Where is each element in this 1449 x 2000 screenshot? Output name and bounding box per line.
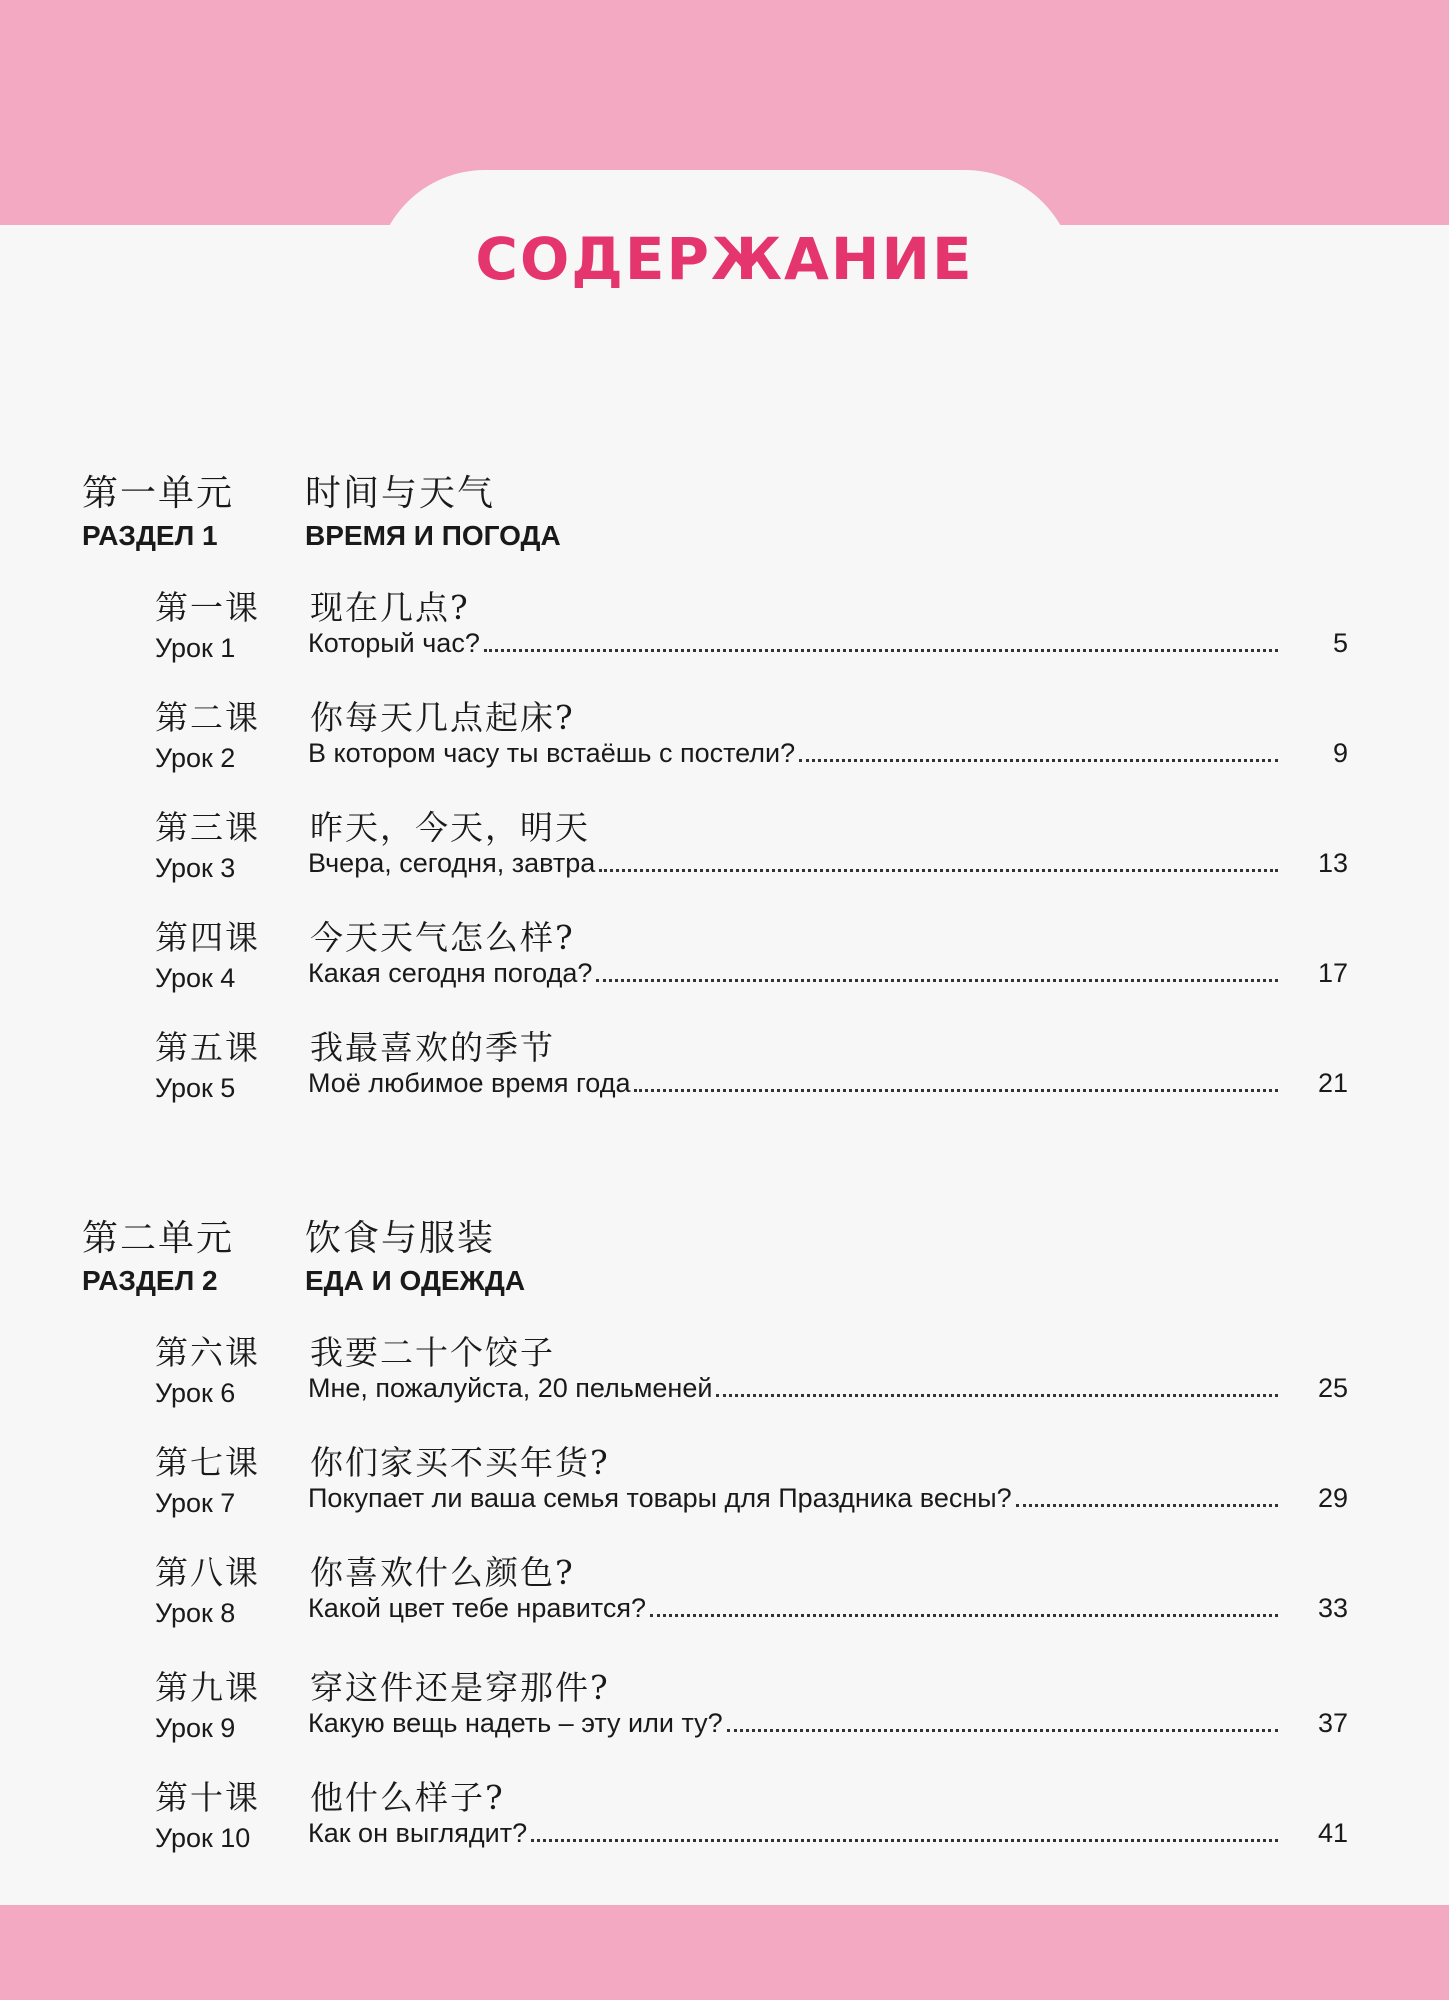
dot-leader [599, 869, 1278, 872]
lesson-7-cn-number: 第七课 [155, 1443, 260, 1482]
unit-2-cn-number: 第二单元 [82, 1218, 235, 1259]
toc-entry-lesson-2[interactable] [308, 738, 1348, 774]
toc-entry-lesson-1[interactable] [308, 628, 1348, 664]
lesson-9-ru-number: Урок 9 [155, 1713, 236, 1743]
lesson-9-page: 37 [1317, 1708, 1348, 1738]
toc-entry-lesson-10[interactable] [308, 1818, 1348, 1854]
lesson-1-ru-title: Который час? [308, 628, 480, 658]
lesson-9-ru-title: Какую вещь надеть – эту или ту? [308, 1708, 723, 1738]
lesson-7-ru-title: Покупает ли ваша семья товары для Праздника весны? [308, 1483, 1012, 1513]
unit-2-ru-title: ЕДА И ОДЕЖДА [305, 1265, 526, 1296]
toc-entry-lesson-9[interactable] [308, 1708, 1348, 1744]
lesson-8-cn-number: 第八课 [155, 1553, 260, 1592]
toc-entry-lesson-4[interactable] [308, 958, 1348, 994]
lesson-6-ru-number: Урок 6 [155, 1378, 236, 1408]
dot-leader [596, 979, 1278, 982]
toc-entry-lesson-8[interactable] [308, 1593, 1348, 1629]
lesson-10-cn-number: 第十课 [155, 1778, 260, 1817]
lesson-7-cn-title: 你们家买不买年货? [310, 1443, 610, 1482]
lesson-9-cn-number: 第九课 [155, 1668, 260, 1707]
lesson-2-cn-title: 你每天几点起床? [310, 698, 575, 737]
lesson-4-page: 17 [1317, 958, 1348, 988]
dot-leader [1016, 1504, 1278, 1507]
lesson-3-page: 13 [1317, 848, 1348, 878]
toc-entry-lesson-5[interactable] [308, 1068, 1348, 1104]
toc-entry-lesson-3[interactable] [308, 848, 1348, 884]
dot-leader [650, 1614, 1278, 1617]
lesson-2-ru-number: Урок 2 [155, 743, 236, 773]
unit-1-cn-title: 时间与天气 [305, 473, 496, 514]
lesson-10-page: 41 [1317, 1818, 1348, 1848]
lesson-3-ru-title: Вчера, сегодня, завтра [308, 848, 596, 878]
lesson-3-cn-title: 昨天，今天，明天 [310, 808, 590, 847]
lesson-2-page: 9 [1332, 738, 1348, 768]
unit-1-ru-number: РАЗДЕЛ 1 [82, 520, 218, 551]
lesson-3-cn-number: 第三课 [155, 808, 260, 847]
lesson-5-page: 21 [1317, 1068, 1348, 1098]
dot-leader [727, 1729, 1278, 1732]
lesson-9-cn-title: 穿这件还是穿那件? [310, 1668, 610, 1707]
lesson-1-page: 5 [1332, 628, 1348, 658]
lesson-5-cn-number: 第五课 [155, 1028, 260, 1067]
lesson-1-ru-number: Урок 1 [155, 633, 236, 663]
unit-1-ru-title: ВРЕМЯ И ПОГОДА [305, 520, 561, 551]
lesson-6-cn-number: 第六课 [155, 1333, 260, 1372]
dot-leader [484, 649, 1278, 652]
dot-leader [716, 1394, 1278, 1397]
lesson-5-ru-number: Урок 5 [155, 1073, 236, 1103]
unit-2-cn-title: 饮食与服装 [305, 1218, 496, 1259]
lesson-4-cn-title: 今天天气怎么样? [310, 918, 575, 957]
lesson-8-page: 33 [1317, 1593, 1348, 1623]
lesson-10-cn-title: 他什么样子? [310, 1778, 505, 1817]
lesson-10-ru-number: Урок 10 [155, 1823, 251, 1853]
dot-leader [799, 759, 1278, 762]
lesson-7-ru-number: Урок 7 [155, 1488, 236, 1518]
lesson-10-ru-title: Как он выглядит? [308, 1818, 528, 1848]
toc-entry-lesson-6[interactable] [308, 1373, 1348, 1409]
lesson-3-ru-number: Урок 3 [155, 853, 236, 883]
lesson-7-page: 29 [1317, 1483, 1348, 1513]
lesson-5-cn-title: 我最喜欢的季节 [310, 1028, 555, 1067]
lesson-6-ru-title: Мне, пожалуйста, 20 пельменей [308, 1373, 713, 1403]
lesson-6-page: 25 [1317, 1373, 1348, 1403]
dot-leader [531, 1839, 1278, 1842]
unit-1-cn-number: 第一单元 [82, 473, 235, 514]
lesson-4-ru-title: Какая сегодня погода? [308, 958, 593, 988]
lesson-4-cn-number: 第四课 [155, 918, 260, 957]
dot-leader [634, 1089, 1278, 1092]
lesson-8-ru-number: Урок 8 [155, 1598, 236, 1628]
lesson-5-ru-title: Моё любимое время года [308, 1068, 631, 1098]
lesson-1-cn-title: 现在几点? [310, 588, 470, 627]
lesson-2-ru-title: В котором часу ты встаёшь с постели? [308, 738, 796, 768]
lesson-1-cn-number: 第一课 [155, 588, 260, 627]
lesson-8-ru-title: Какой цвет тебе нравится? [308, 1593, 646, 1623]
unit-2-ru-number: РАЗДЕЛ 2 [82, 1265, 218, 1296]
lesson-4-ru-number: Урок 4 [155, 963, 236, 993]
toc-entry-lesson-7[interactable] [308, 1483, 1348, 1519]
page-title: СОДЕРЖАНИЕ [475, 225, 974, 293]
bottom-pink-band [0, 1905, 1449, 2000]
lesson-8-cn-title: 你喜欢什么颜色? [310, 1553, 575, 1592]
lesson-6-cn-title: 我要二十个饺子 [310, 1333, 555, 1372]
lesson-2-cn-number: 第二课 [155, 698, 260, 737]
